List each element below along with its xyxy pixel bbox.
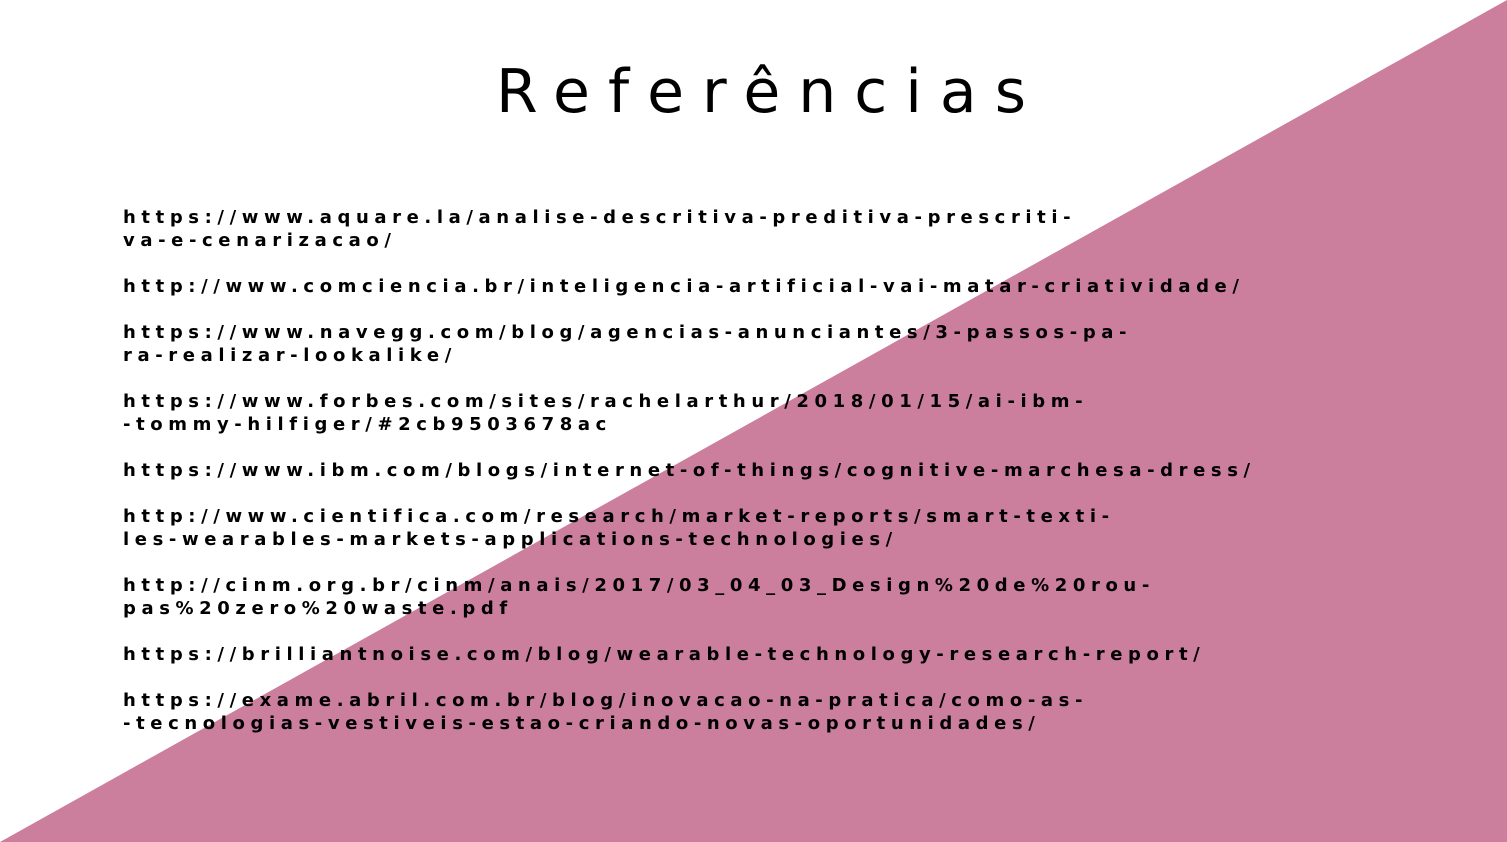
reference-list bbox=[123, 206, 1383, 735]
reference-line: https://www.aquare.la/analise-descritiva-preditiva-prescriti- bbox=[123, 207, 1077, 228]
reference-line: va-e-cenarizacao/ bbox=[123, 230, 397, 251]
reference-line: https://exame.abril.com.br/blog/inovacao-na-pratica/como-as- bbox=[123, 690, 1089, 711]
reference-link[interactable] bbox=[123, 643, 1383, 666]
reference-line: ra-realizar-lookalike/ bbox=[123, 345, 457, 366]
reference-line: http://www.comciencia.br/inteligencia-artificial-vai-matar-criatividade/ bbox=[123, 276, 1245, 297]
reference-line: https://www.ibm.com/blogs/internet-of-things/cognitive-marchesa-dress/ bbox=[123, 460, 1256, 481]
reference-line: -tecnologias-vestiveis-estao-criando-novas-oportunidades/ bbox=[123, 713, 1041, 734]
reference-line: http://cinm.org.br/cinm/anais/2017/03_04_03_Design%20de%20rou- bbox=[123, 575, 1155, 596]
reference-link[interactable] bbox=[123, 390, 1383, 436]
reference-line: http://www.cientifica.com/research/market-reports/smart-texti- bbox=[123, 506, 1115, 527]
reference-line: https://www.forbes.com/sites/rachelarthur/2018/01/15/ai-ibm- bbox=[123, 391, 1089, 412]
reference-link[interactable] bbox=[123, 321, 1383, 367]
reference-link[interactable] bbox=[123, 689, 1383, 735]
reference-line: pas%20zero%20waste.pdf bbox=[123, 598, 513, 619]
reference-link[interactable] bbox=[123, 206, 1383, 252]
page-title: Referências bbox=[496, 57, 1044, 127]
reference-link[interactable] bbox=[123, 505, 1383, 551]
reference-line: les-wearables-markets-applications-technologies/ bbox=[123, 529, 898, 550]
reference-line: https://brilliantnoise.com/blog/wearable-technology-research-report/ bbox=[123, 644, 1206, 665]
reference-line: -tommy-hilfiger/#2cb9503678ac bbox=[123, 414, 612, 435]
reference-line: https://www.navegg.com/blog/agencias-anunciantes/3-passos-pa- bbox=[123, 322, 1133, 343]
reference-link[interactable] bbox=[123, 275, 1383, 298]
reference-link[interactable] bbox=[123, 574, 1383, 620]
reference-link[interactable] bbox=[123, 459, 1383, 482]
